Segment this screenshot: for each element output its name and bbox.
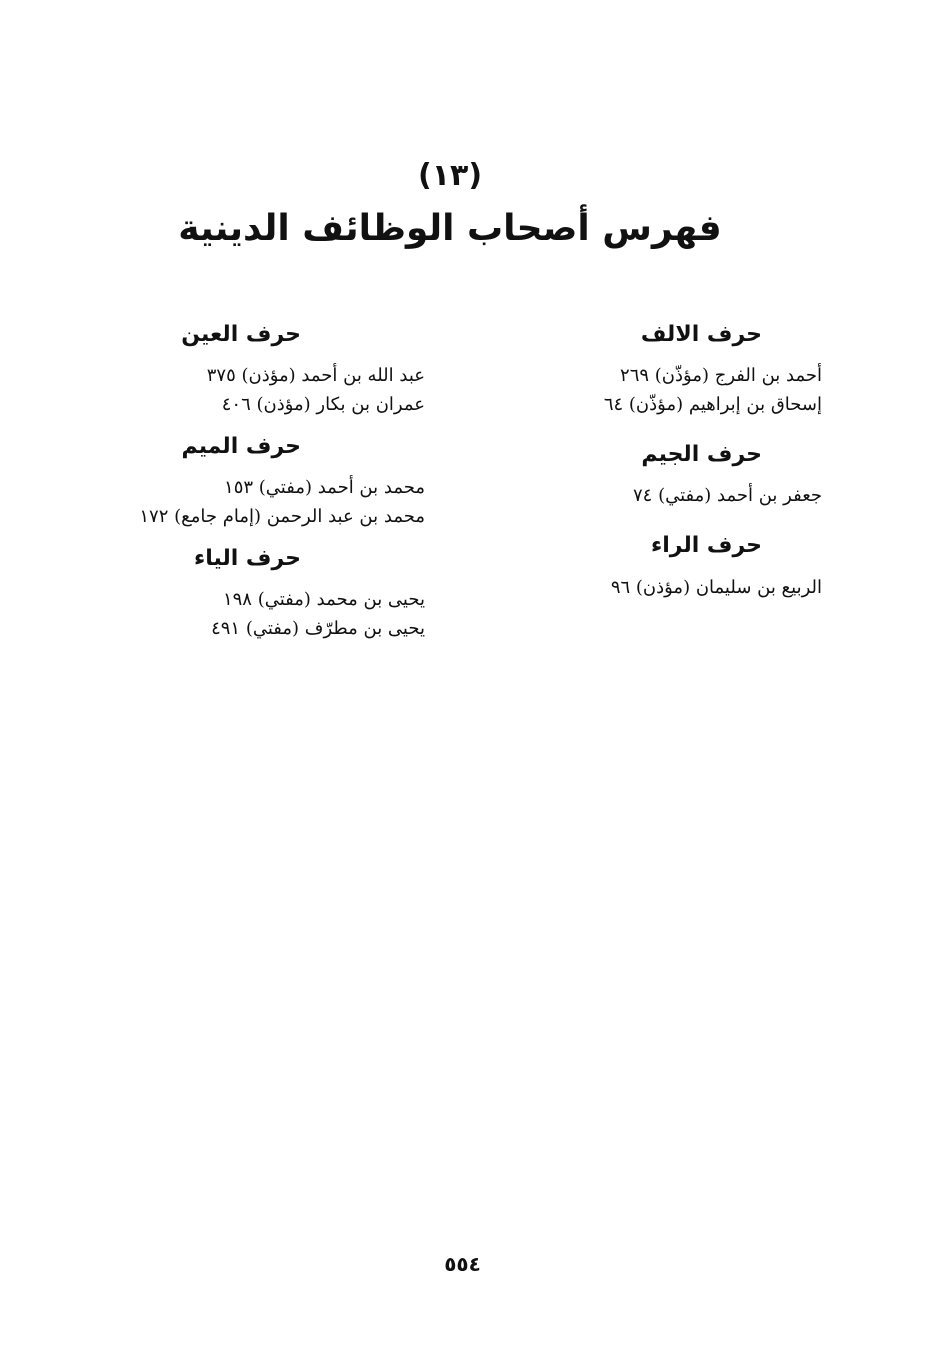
index-entry: الربيع بن سليمان (مؤذن) ٩٦ [610, 576, 822, 598]
index-entry: أحمد بن الفرج (مؤذّن) ٢٦٩ [620, 365, 822, 387]
index-entry: يحيى بن مطرّف (مفتي) ٤٩١ [211, 618, 425, 640]
section-heading: حرف العين [181, 322, 301, 347]
section-heading: حرف الميم [181, 433, 301, 459]
index-section-alif [502, 322, 822, 420]
index-entry: يحيى بن محمد (مفتي) ١٩٨ [222, 589, 425, 611]
index-column-left [95, 322, 425, 644]
index-entry: عمران بن بكار (مؤذن) ٤٠٦ [221, 394, 425, 416]
index-column-right [502, 322, 822, 602]
index-section-ra [502, 533, 822, 602]
index-section-mim [95, 434, 425, 532]
index-section-ayn [95, 322, 425, 420]
section-heading: حرف الالف [640, 322, 762, 347]
section-heading: حرف الياء [193, 545, 301, 571]
index-section-jim [502, 442, 822, 511]
page-title: فهرس أصحاب الوظائف الدينية [178, 208, 722, 249]
section-heading: حرف الراء [650, 533, 762, 559]
index-entry: محمد بن أحمد (مفتي) ١٥٣ [224, 477, 425, 499]
page-number: ٥٥٤ [444, 1252, 481, 1276]
index-entry: عبد الله بن أحمد (مؤذن) ٣٧٥ [206, 365, 425, 387]
index-entry: جعفر بن أحمد (مفتي) ٧٤ [633, 485, 822, 507]
index-entry: محمد بن عبد الرحمن (إمام جامع) ١٧٢ [139, 506, 425, 528]
index-entry: إسحاق بن إبراهيم (مؤذّن) ٦٤ [603, 394, 822, 416]
index-section-ya [95, 546, 425, 644]
chapter-number: (١٣) [417, 158, 483, 193]
section-heading: حرف الجيم [641, 441, 762, 467]
